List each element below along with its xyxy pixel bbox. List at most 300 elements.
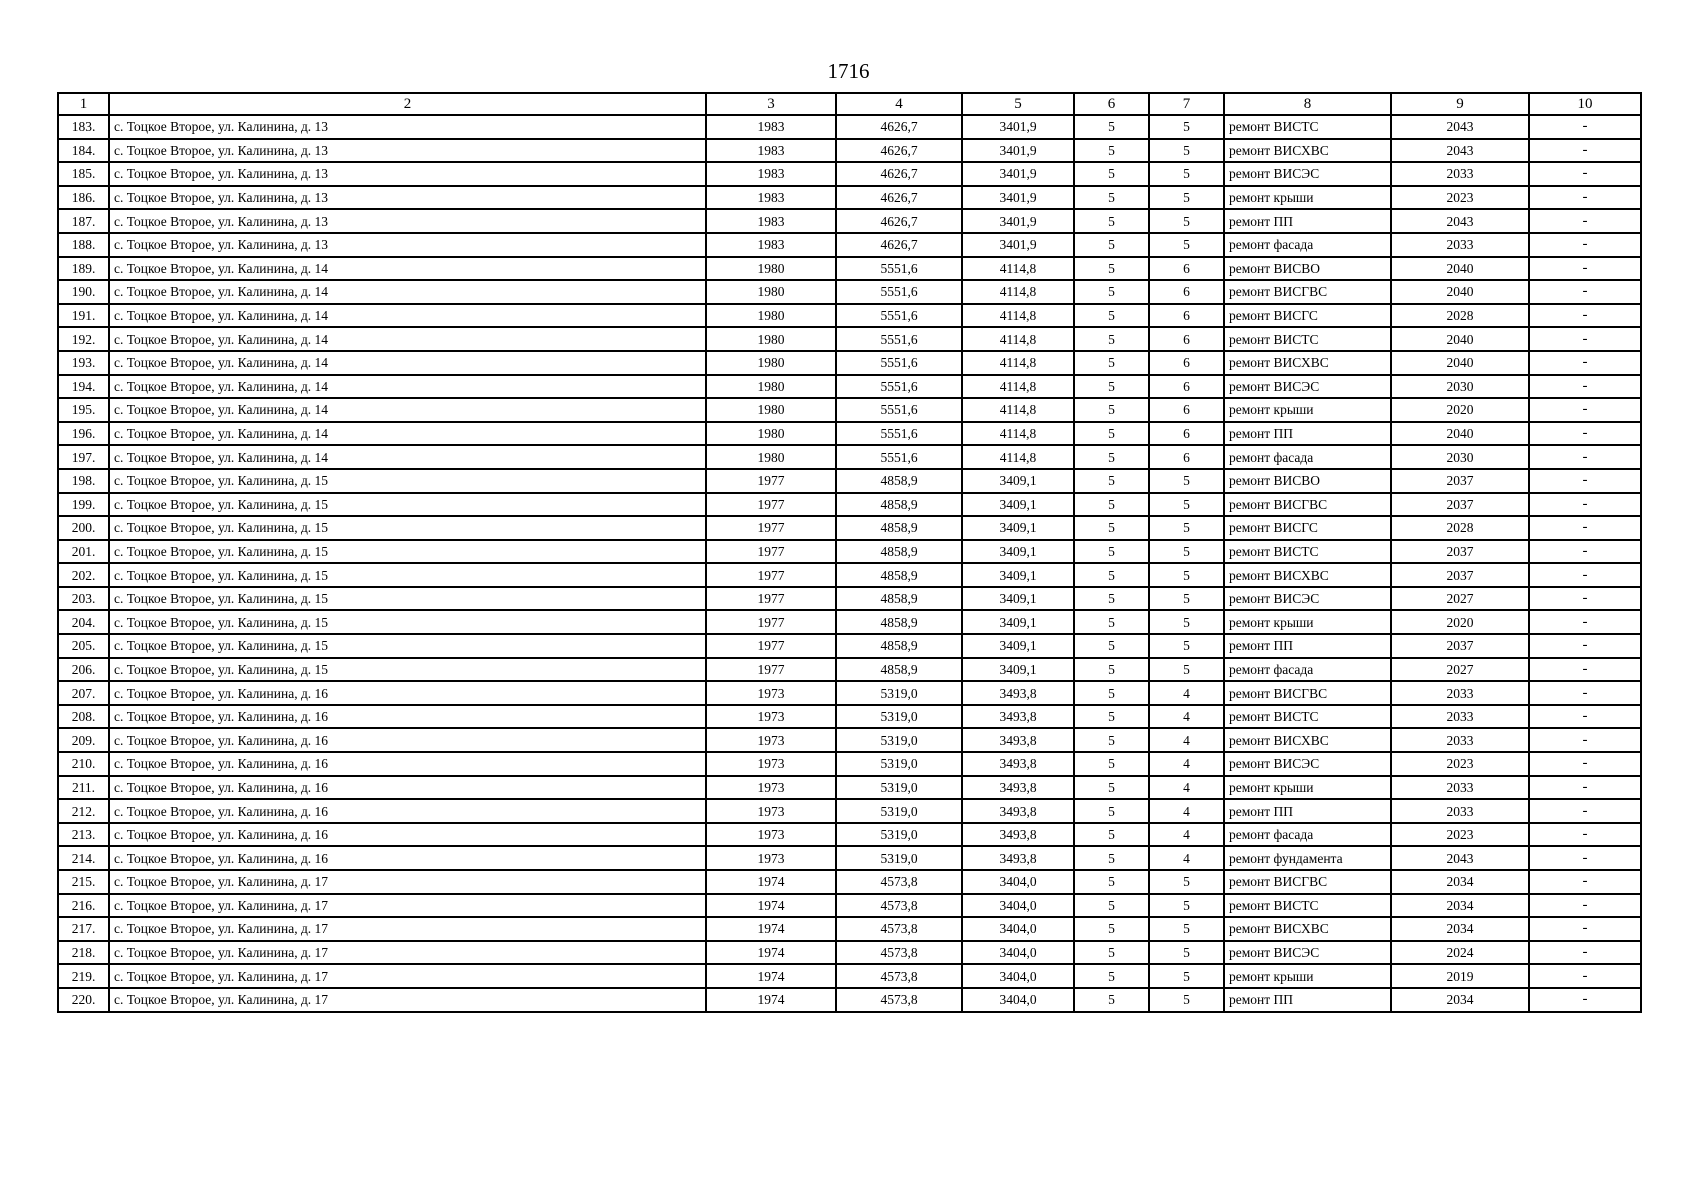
floors-cell: 5 <box>1074 941 1149 965</box>
entrances-cell: 6 <box>1149 375 1224 399</box>
work-type-cell: ремонт ВИСЭС <box>1224 162 1391 186</box>
floors-cell: 5 <box>1074 728 1149 752</box>
living-area-cell: 3493,8 <box>962 728 1074 752</box>
planned-year-cell: 2037 <box>1391 469 1529 493</box>
work-type-cell: ремонт ВИСГС <box>1224 516 1391 540</box>
column-number-row <box>58 93 1641 115</box>
entrances-cell: 5 <box>1149 610 1224 634</box>
planned-year-cell: 2030 <box>1391 445 1529 469</box>
living-area-cell: 3409,1 <box>962 563 1074 587</box>
row-number-cell: 211. <box>58 776 109 800</box>
planned-year-cell: 2043 <box>1391 139 1529 163</box>
work-type-cell: ремонт ВИСГС <box>1224 304 1391 328</box>
living-area-cell: 4114,8 <box>962 445 1074 469</box>
address-cell: с. Тоцкое Второе, ул. Калинина, д. 17 <box>109 964 706 988</box>
note-cell: - <box>1529 846 1641 870</box>
planned-year-cell: 2034 <box>1391 870 1529 894</box>
row-number-cell: 199. <box>58 493 109 517</box>
total-area-cell: 5319,0 <box>836 823 962 847</box>
planned-year-cell: 2043 <box>1391 209 1529 233</box>
note-cell: - <box>1529 375 1641 399</box>
address-cell: с. Тоцкое Второе, ул. Калинина, д. 16 <box>109 705 706 729</box>
living-area-cell: 3409,1 <box>962 634 1074 658</box>
year-built-cell: 1980 <box>706 327 836 351</box>
address-cell: с. Тоцкое Второе, ул. Калинина, д. 14 <box>109 422 706 446</box>
work-type-cell: ремонт ВИСЭС <box>1224 941 1391 965</box>
total-area-cell: 4626,7 <box>836 186 962 210</box>
address-cell: с. Тоцкое Второе, ул. Калинина, д. 13 <box>109 115 706 139</box>
living-area-cell: 4114,8 <box>962 304 1074 328</box>
address-cell: с. Тоцкое Второе, ул. Калинина, д. 15 <box>109 610 706 634</box>
living-area-cell: 4114,8 <box>962 257 1074 281</box>
entrances-cell: 6 <box>1149 280 1224 304</box>
floors-cell: 5 <box>1074 186 1149 210</box>
row-number-cell: 206. <box>58 658 109 682</box>
note-cell: - <box>1529 587 1641 611</box>
entrances-cell: 5 <box>1149 186 1224 210</box>
address-cell: с. Тоцкое Второе, ул. Калинина, д. 15 <box>109 634 706 658</box>
note-cell: - <box>1529 139 1641 163</box>
note-cell: - <box>1529 351 1641 375</box>
planned-year-cell: 2040 <box>1391 422 1529 446</box>
total-area-cell: 5551,6 <box>836 280 962 304</box>
living-area-cell: 3404,0 <box>962 988 1074 1012</box>
year-built-cell: 1977 <box>706 563 836 587</box>
note-cell: - <box>1529 257 1641 281</box>
total-area-cell: 4858,9 <box>836 493 962 517</box>
year-built-cell: 1977 <box>706 493 836 517</box>
note-cell: - <box>1529 870 1641 894</box>
entrances-cell: 6 <box>1149 398 1224 422</box>
year-built-cell: 1977 <box>706 469 836 493</box>
living-area-cell: 3401,9 <box>962 139 1074 163</box>
row-number-cell: 189. <box>58 257 109 281</box>
total-area-cell: 4573,8 <box>836 870 962 894</box>
table-row <box>58 563 1641 587</box>
row-number-cell: 204. <box>58 610 109 634</box>
entrances-cell: 5 <box>1149 516 1224 540</box>
planned-year-cell: 2034 <box>1391 894 1529 918</box>
row-number-cell: 183. <box>58 115 109 139</box>
table-row <box>58 375 1641 399</box>
table-row <box>58 681 1641 705</box>
note-cell: - <box>1529 280 1641 304</box>
note-cell: - <box>1529 941 1641 965</box>
floors-cell: 5 <box>1074 563 1149 587</box>
planned-year-cell: 2019 <box>1391 964 1529 988</box>
year-built-cell: 1973 <box>706 799 836 823</box>
row-number-cell: 215. <box>58 870 109 894</box>
table-row <box>58 115 1641 139</box>
note-cell: - <box>1529 327 1641 351</box>
work-type-cell: ремонт крыши <box>1224 186 1391 210</box>
entrances-cell: 5 <box>1149 493 1224 517</box>
living-area-cell: 3404,0 <box>962 894 1074 918</box>
address-cell: с. Тоцкое Второе, ул. Калинина, д. 16 <box>109 752 706 776</box>
work-type-cell: ремонт ВИСТС <box>1224 115 1391 139</box>
floors-cell: 5 <box>1074 917 1149 941</box>
floors-cell: 5 <box>1074 327 1149 351</box>
living-area-cell: 3404,0 <box>962 870 1074 894</box>
floors-cell: 5 <box>1074 257 1149 281</box>
table-row <box>58 493 1641 517</box>
address-cell: с. Тоцкое Второе, ул. Калинина, д. 14 <box>109 257 706 281</box>
living-area-cell: 3493,8 <box>962 846 1074 870</box>
living-area-cell: 3493,8 <box>962 705 1074 729</box>
column-header-4: 4 <box>836 93 962 115</box>
total-area-cell: 4858,9 <box>836 516 962 540</box>
planned-year-cell: 2043 <box>1391 846 1529 870</box>
total-area-cell: 4626,7 <box>836 233 962 257</box>
table-row <box>58 233 1641 257</box>
work-type-cell: ремонт крыши <box>1224 776 1391 800</box>
row-number-cell: 185. <box>58 162 109 186</box>
work-type-cell: ремонт крыши <box>1224 610 1391 634</box>
planned-year-cell: 2033 <box>1391 728 1529 752</box>
column-header-10: 10 <box>1529 93 1641 115</box>
work-type-cell: ремонт ВИСВО <box>1224 257 1391 281</box>
work-type-cell: ремонт ВИСВО <box>1224 469 1391 493</box>
planned-year-cell: 2033 <box>1391 162 1529 186</box>
year-built-cell: 1983 <box>706 115 836 139</box>
total-area-cell: 5319,0 <box>836 799 962 823</box>
entrances-cell: 5 <box>1149 209 1224 233</box>
floors-cell: 5 <box>1074 422 1149 446</box>
note-cell: - <box>1529 658 1641 682</box>
living-area-cell: 4114,8 <box>962 327 1074 351</box>
planned-year-cell: 2033 <box>1391 776 1529 800</box>
year-built-cell: 1974 <box>706 988 836 1012</box>
floors-cell: 5 <box>1074 398 1149 422</box>
floors-cell: 5 <box>1074 280 1149 304</box>
total-area-cell: 5551,6 <box>836 257 962 281</box>
floors-cell: 5 <box>1074 988 1149 1012</box>
entrances-cell: 4 <box>1149 846 1224 870</box>
work-type-cell: ремонт ПП <box>1224 988 1391 1012</box>
entrances-cell: 6 <box>1149 351 1224 375</box>
note-cell: - <box>1529 610 1641 634</box>
work-type-cell: ремонт ВИСТС <box>1224 540 1391 564</box>
living-area-cell: 3409,1 <box>962 587 1074 611</box>
entrances-cell: 4 <box>1149 681 1224 705</box>
row-number-cell: 187. <box>58 209 109 233</box>
row-number-cell: 192. <box>58 327 109 351</box>
table-row <box>58 162 1641 186</box>
row-number-cell: 184. <box>58 139 109 163</box>
entrances-cell: 4 <box>1149 776 1224 800</box>
table-row <box>58 280 1641 304</box>
table-row <box>58 304 1641 328</box>
floors-cell: 5 <box>1074 894 1149 918</box>
address-cell: с. Тоцкое Второе, ул. Калинина, д. 14 <box>109 375 706 399</box>
work-type-cell: ремонт ВИСХВС <box>1224 139 1391 163</box>
planned-year-cell: 2020 <box>1391 610 1529 634</box>
row-number-cell: 190. <box>58 280 109 304</box>
row-number-cell: 195. <box>58 398 109 422</box>
row-number-cell: 202. <box>58 563 109 587</box>
note-cell: - <box>1529 964 1641 988</box>
total-area-cell: 5319,0 <box>836 846 962 870</box>
address-cell: с. Тоцкое Второе, ул. Калинина, д. 15 <box>109 516 706 540</box>
entrances-cell: 5 <box>1149 917 1224 941</box>
total-area-cell: 4573,8 <box>836 941 962 965</box>
planned-year-cell: 2037 <box>1391 493 1529 517</box>
note-cell: - <box>1529 422 1641 446</box>
entrances-cell: 5 <box>1149 139 1224 163</box>
living-area-cell: 3409,1 <box>962 469 1074 493</box>
living-area-cell: 4114,8 <box>962 398 1074 422</box>
table-row <box>58 799 1641 823</box>
table-row <box>58 941 1641 965</box>
row-number-cell: 216. <box>58 894 109 918</box>
planned-year-cell: 2024 <box>1391 941 1529 965</box>
table-row <box>58 422 1641 446</box>
address-cell: с. Тоцкое Второе, ул. Калинина, д. 17 <box>109 988 706 1012</box>
row-number-cell: 198. <box>58 469 109 493</box>
entrances-cell: 5 <box>1149 658 1224 682</box>
address-cell: с. Тоцкое Второе, ул. Калинина, д. 16 <box>109 799 706 823</box>
table-row <box>58 776 1641 800</box>
work-type-cell: ремонт ВИСЭС <box>1224 587 1391 611</box>
year-built-cell: 1980 <box>706 445 836 469</box>
total-area-cell: 5319,0 <box>836 681 962 705</box>
planned-year-cell: 2030 <box>1391 375 1529 399</box>
living-area-cell: 3493,8 <box>962 681 1074 705</box>
total-area-cell: 5551,6 <box>836 398 962 422</box>
planned-year-cell: 2023 <box>1391 752 1529 776</box>
address-cell: с. Тоцкое Второе, ул. Калинина, д. 13 <box>109 186 706 210</box>
entrances-cell: 4 <box>1149 705 1224 729</box>
column-header-7: 7 <box>1149 93 1224 115</box>
row-number-cell: 208. <box>58 705 109 729</box>
living-area-cell: 3401,9 <box>962 233 1074 257</box>
work-type-cell: ремонт ВИСГВС <box>1224 493 1391 517</box>
entrances-cell: 6 <box>1149 445 1224 469</box>
planned-year-cell: 2023 <box>1391 823 1529 847</box>
address-cell: с. Тоцкое Второе, ул. Калинина, д. 14 <box>109 445 706 469</box>
living-area-cell: 4114,8 <box>962 351 1074 375</box>
note-cell: - <box>1529 445 1641 469</box>
work-type-cell: ремонт ВИСХВС <box>1224 351 1391 375</box>
year-built-cell: 1977 <box>706 587 836 611</box>
total-area-cell: 5319,0 <box>836 776 962 800</box>
work-type-cell: ремонт ВИСХВС <box>1224 917 1391 941</box>
entrances-cell: 5 <box>1149 469 1224 493</box>
table-row <box>58 398 1641 422</box>
work-type-cell: ремонт фасада <box>1224 823 1391 847</box>
note-cell: - <box>1529 398 1641 422</box>
total-area-cell: 4858,9 <box>836 469 962 493</box>
repair-schedule-table <box>57 92 1642 1013</box>
living-area-cell: 3401,9 <box>962 209 1074 233</box>
table-row <box>58 964 1641 988</box>
year-built-cell: 1977 <box>706 610 836 634</box>
floors-cell: 5 <box>1074 469 1149 493</box>
address-cell: с. Тоцкое Второе, ул. Калинина, д. 17 <box>109 870 706 894</box>
total-area-cell: 5319,0 <box>836 728 962 752</box>
entrances-cell: 4 <box>1149 728 1224 752</box>
total-area-cell: 5551,6 <box>836 304 962 328</box>
table-row <box>58 445 1641 469</box>
note-cell: - <box>1529 563 1641 587</box>
floors-cell: 5 <box>1074 634 1149 658</box>
table-row <box>58 988 1641 1012</box>
table-row <box>58 846 1641 870</box>
year-built-cell: 1980 <box>706 351 836 375</box>
floors-cell: 5 <box>1074 705 1149 729</box>
table-row <box>58 658 1641 682</box>
floors-cell: 5 <box>1074 752 1149 776</box>
year-built-cell: 1983 <box>706 186 836 210</box>
total-area-cell: 5551,6 <box>836 445 962 469</box>
column-header-6: 6 <box>1074 93 1149 115</box>
table-row <box>58 894 1641 918</box>
work-type-cell: ремонт фасада <box>1224 658 1391 682</box>
entrances-cell: 4 <box>1149 752 1224 776</box>
floors-cell: 5 <box>1074 964 1149 988</box>
year-built-cell: 1973 <box>706 705 836 729</box>
entrances-cell: 4 <box>1149 823 1224 847</box>
floors-cell: 5 <box>1074 776 1149 800</box>
total-area-cell: 5551,6 <box>836 351 962 375</box>
total-area-cell: 4858,9 <box>836 658 962 682</box>
work-type-cell: ремонт ВИСЭС <box>1224 752 1391 776</box>
note-cell: - <box>1529 776 1641 800</box>
living-area-cell: 3409,1 <box>962 493 1074 517</box>
row-number-cell: 200. <box>58 516 109 540</box>
address-cell: с. Тоцкое Второе, ул. Калинина, д. 16 <box>109 728 706 752</box>
floors-cell: 5 <box>1074 115 1149 139</box>
living-area-cell: 4114,8 <box>962 422 1074 446</box>
total-area-cell: 4626,7 <box>836 115 962 139</box>
table-row <box>58 257 1641 281</box>
row-number-cell: 220. <box>58 988 109 1012</box>
entrances-cell: 6 <box>1149 327 1224 351</box>
column-header-3: 3 <box>706 93 836 115</box>
planned-year-cell: 2043 <box>1391 115 1529 139</box>
row-number-cell: 214. <box>58 846 109 870</box>
planned-year-cell: 2033 <box>1391 681 1529 705</box>
entrances-cell: 5 <box>1149 870 1224 894</box>
work-type-cell: ремонт фасада <box>1224 233 1391 257</box>
address-cell: с. Тоцкое Второе, ул. Калинина, д. 13 <box>109 162 706 186</box>
living-area-cell: 3401,9 <box>962 115 1074 139</box>
table-row <box>58 705 1641 729</box>
note-cell: - <box>1529 634 1641 658</box>
year-built-cell: 1980 <box>706 422 836 446</box>
entrances-cell: 4 <box>1149 799 1224 823</box>
entrances-cell: 5 <box>1149 634 1224 658</box>
row-number-cell: 197. <box>58 445 109 469</box>
floors-cell: 5 <box>1074 658 1149 682</box>
note-cell: - <box>1529 752 1641 776</box>
total-area-cell: 4858,9 <box>836 587 962 611</box>
note-cell: - <box>1529 681 1641 705</box>
floors-cell: 5 <box>1074 162 1149 186</box>
floors-cell: 5 <box>1074 540 1149 564</box>
year-built-cell: 1973 <box>706 823 836 847</box>
entrances-cell: 5 <box>1149 115 1224 139</box>
column-header-9: 9 <box>1391 93 1529 115</box>
floors-cell: 5 <box>1074 516 1149 540</box>
row-number-cell: 186. <box>58 186 109 210</box>
row-number-cell: 218. <box>58 941 109 965</box>
table-row <box>58 634 1641 658</box>
address-cell: с. Тоцкое Второе, ул. Калинина, д. 16 <box>109 846 706 870</box>
total-area-cell: 5319,0 <box>836 752 962 776</box>
total-area-cell: 5551,6 <box>836 422 962 446</box>
planned-year-cell: 2040 <box>1391 351 1529 375</box>
table-row <box>58 469 1641 493</box>
living-area-cell: 3409,1 <box>962 610 1074 634</box>
row-number-cell: 219. <box>58 964 109 988</box>
floors-cell: 5 <box>1074 587 1149 611</box>
address-cell: с. Тоцкое Второе, ул. Калинина, д. 17 <box>109 894 706 918</box>
planned-year-cell: 2034 <box>1391 988 1529 1012</box>
row-number-cell: 209. <box>58 728 109 752</box>
work-type-cell: ремонт ВИСТС <box>1224 894 1391 918</box>
planned-year-cell: 2027 <box>1391 658 1529 682</box>
address-cell: с. Тоцкое Второе, ул. Калинина, д. 17 <box>109 917 706 941</box>
floors-cell: 5 <box>1074 870 1149 894</box>
year-built-cell: 1974 <box>706 964 836 988</box>
entrances-cell: 5 <box>1149 540 1224 564</box>
work-type-cell: ремонт ВИСТС <box>1224 705 1391 729</box>
address-cell: с. Тоцкое Второе, ул. Калинина, д. 14 <box>109 327 706 351</box>
table-row <box>58 823 1641 847</box>
note-cell: - <box>1529 705 1641 729</box>
year-built-cell: 1980 <box>706 280 836 304</box>
table-body <box>58 115 1641 1012</box>
floors-cell: 5 <box>1074 445 1149 469</box>
total-area-cell: 4858,9 <box>836 634 962 658</box>
address-cell: с. Тоцкое Второе, ул. Калинина, д. 14 <box>109 398 706 422</box>
note-cell: - <box>1529 516 1641 540</box>
address-cell: с. Тоцкое Второе, ул. Калинина, д. 16 <box>109 823 706 847</box>
work-type-cell: ремонт ПП <box>1224 209 1391 233</box>
year-built-cell: 1974 <box>706 894 836 918</box>
living-area-cell: 3493,8 <box>962 776 1074 800</box>
work-type-cell: ремонт ВИСГВС <box>1224 681 1391 705</box>
floors-cell: 5 <box>1074 681 1149 705</box>
floors-cell: 5 <box>1074 846 1149 870</box>
year-built-cell: 1977 <box>706 658 836 682</box>
entrances-cell: 6 <box>1149 304 1224 328</box>
total-area-cell: 4858,9 <box>836 610 962 634</box>
total-area-cell: 4573,8 <box>836 894 962 918</box>
work-type-cell: ремонт ВИСХВС <box>1224 728 1391 752</box>
year-built-cell: 1973 <box>706 728 836 752</box>
row-number-cell: 191. <box>58 304 109 328</box>
year-built-cell: 1983 <box>706 209 836 233</box>
work-type-cell: ремонт ВИСТС <box>1224 327 1391 351</box>
table-row <box>58 139 1641 163</box>
planned-year-cell: 2037 <box>1391 634 1529 658</box>
note-cell: - <box>1529 115 1641 139</box>
total-area-cell: 5551,6 <box>836 375 962 399</box>
address-cell: с. Тоцкое Второе, ул. Калинина, д. 16 <box>109 681 706 705</box>
floors-cell: 5 <box>1074 799 1149 823</box>
total-area-cell: 4858,9 <box>836 563 962 587</box>
total-area-cell: 4573,8 <box>836 964 962 988</box>
year-built-cell: 1974 <box>706 941 836 965</box>
address-cell: с. Тоцкое Второе, ул. Калинина, д. 15 <box>109 540 706 564</box>
entrances-cell: 5 <box>1149 941 1224 965</box>
note-cell: - <box>1529 233 1641 257</box>
work-type-cell: ремонт крыши <box>1224 398 1391 422</box>
floors-cell: 5 <box>1074 823 1149 847</box>
planned-year-cell: 2037 <box>1391 540 1529 564</box>
